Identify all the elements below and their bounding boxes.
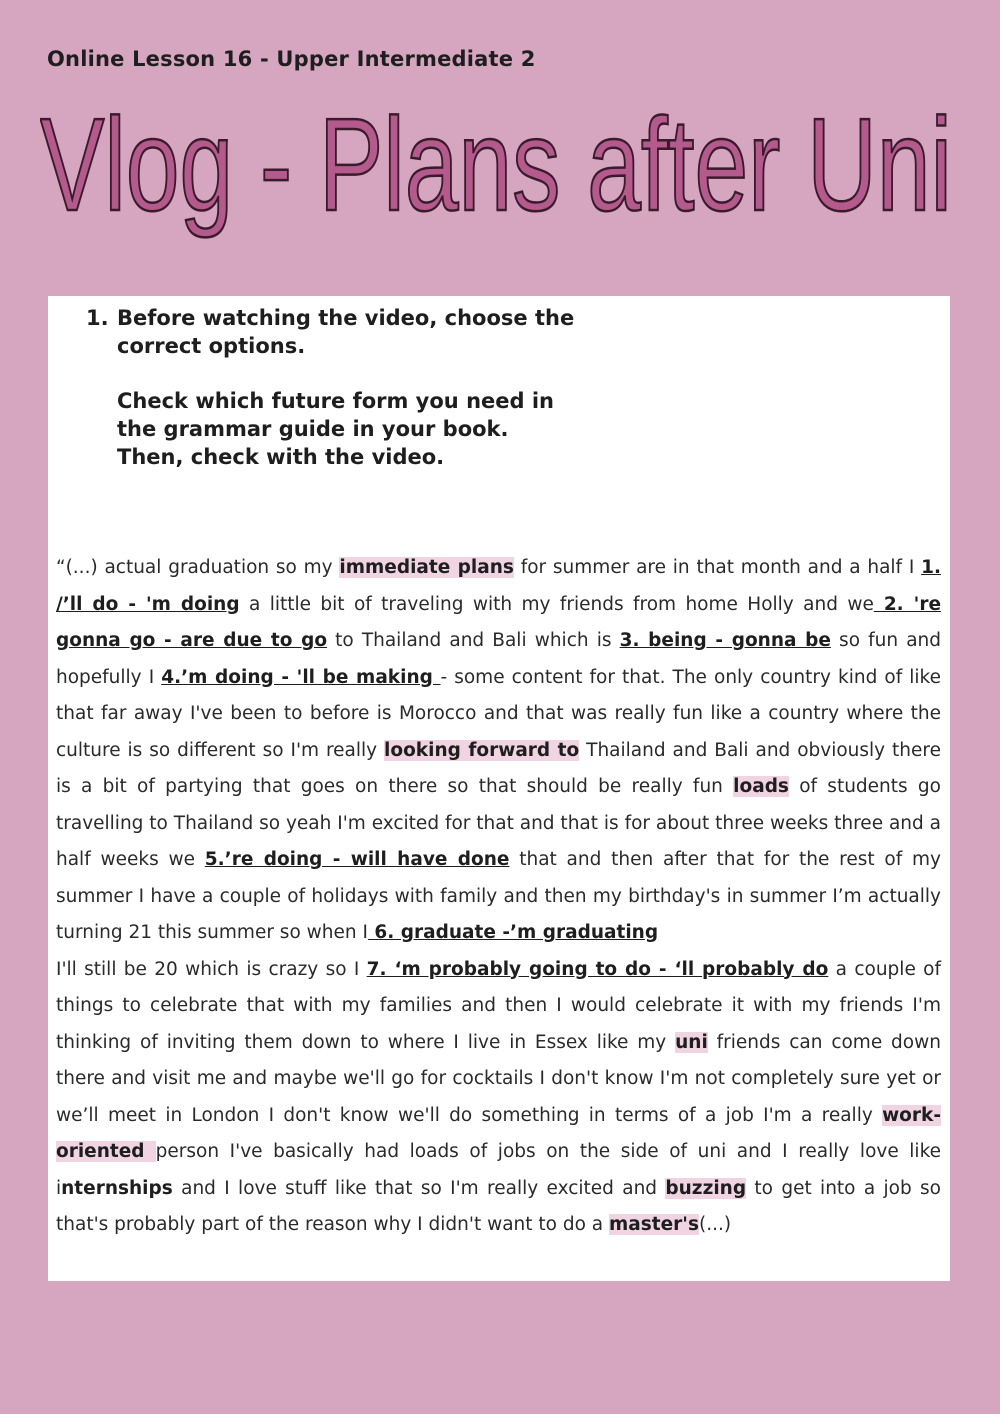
text-segment: - some content for that. The only country kind of like that far away I've been to before is Morocco and that was really fun like a country where the culture is so different so I'm really xyxy=(56,666,941,761)
exercise-number: 1. xyxy=(86,306,109,330)
text-segment: (...) xyxy=(698,1214,732,1235)
vocab-highlight: master's xyxy=(609,1214,699,1235)
gap-option-5[interactable]: 5.’re doing - will have done xyxy=(204,849,510,870)
text-segment: friends can come down there and visit me and maybe we'll go for cocktails I don't know I'm not completely sure yet or we’ll meet in London I don't know we'll do something in terms of a job I'm a really xyxy=(56,1031,941,1126)
worksheet-card xyxy=(48,296,950,1281)
vocab-highlight: uni xyxy=(675,1031,708,1053)
text-segment: to Thailand and Bali which is xyxy=(327,630,620,651)
text-segment: of students go travelling to Thailand so yeah I'm excited for that and that is for about three weeks three and a half weeks we xyxy=(56,776,941,870)
instruction-line-1: Before watching the video, choose the correct options. xyxy=(117,306,575,358)
instructions xyxy=(86,304,576,471)
transcript-paragraph xyxy=(56,550,941,1244)
gap-option-3[interactable]: 3. being - gonna be xyxy=(619,630,831,651)
instruction-line-2: Check which future form you need in the grammar guide in your book. Then, check with the video. xyxy=(117,389,554,469)
text-segment: person I've basically had loads of jobs on the side of uni and I really love like i xyxy=(56,1141,942,1199)
gap-option-7[interactable]: 7. ‘m probably going to do - ‘ll probably do xyxy=(366,958,829,980)
text-segment: I'll still be 20 which is crazy so I xyxy=(56,958,367,980)
page-title xyxy=(40,92,960,262)
vocab-highlight: work-oriented xyxy=(56,1104,941,1162)
gap-option-4[interactable]: 4.’m doing - 'll be making xyxy=(161,666,441,688)
text-segment: that and then after that for the rest of my summer I have a couple of holidays with family and then my birthday's in summer I’m actually turning 21 this summer so when I xyxy=(56,849,941,943)
text-segment: for summer are in that month and a half I xyxy=(513,557,922,578)
lesson-subtitle: Online Lesson 16 - Upper Intermediate 2 xyxy=(47,47,536,71)
vocab-highlight: buzzing xyxy=(665,1177,747,1199)
text-segment: to get into a job so that's probably part of the reason why I didn't want to do a xyxy=(56,1177,942,1235)
text-segment: a couple of things to celebrate that with my families and then I would celebrate it with my friends I'm thinking of inviting them down to where I live in Essex like my xyxy=(56,958,941,1053)
vocab-highlight: loads xyxy=(733,776,789,797)
text-segment: so fun and hopefully I xyxy=(56,630,941,688)
vocab-highlight: immediate plans xyxy=(339,557,514,578)
text-segment: “(...) actual graduation so my xyxy=(56,557,340,578)
text-segment: and I love stuff like that so I'm really excited and xyxy=(172,1177,666,1199)
vocab-bold: nternships xyxy=(61,1177,173,1199)
text-segment: Thailand and Bali and obviously there is a bit of partying that goes on there so that should be really fun xyxy=(56,739,941,797)
vocab-highlight: looking forward to xyxy=(384,739,580,761)
text-segment: a little bit of traveling with my friends from home Holly and we xyxy=(239,593,874,615)
gap-option-1[interactable]: 1. /’ll do - 'm doing xyxy=(56,557,941,615)
gap-option-6[interactable]: 6. graduate -’m graduating xyxy=(367,922,659,943)
gap-option-2[interactable]: 2. 're gonna go - are due to go xyxy=(56,593,942,651)
page-title-text: Vlog - Plans after Uni xyxy=(40,92,952,238)
